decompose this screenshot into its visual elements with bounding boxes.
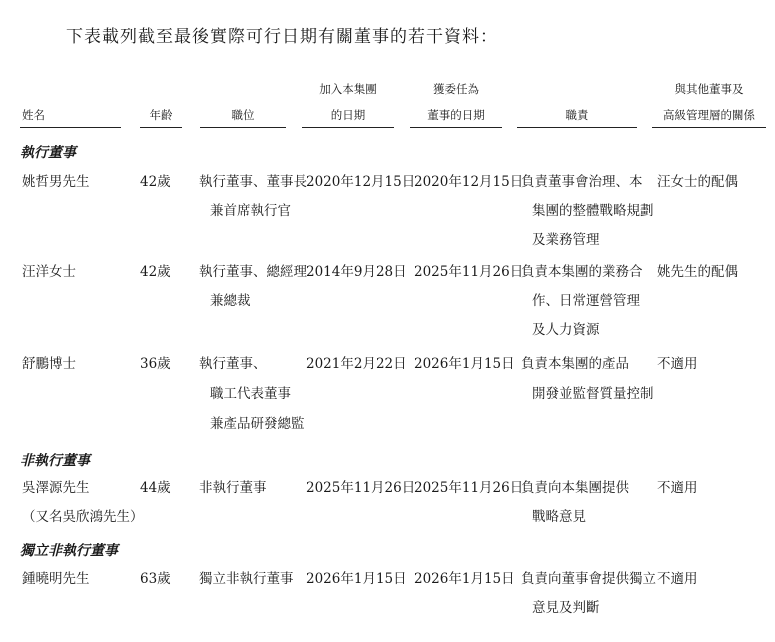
cell-appoint-date: 2025年11月26日 [414, 264, 524, 280]
header-rule-age [140, 127, 182, 128]
cell-name: 姚哲男先生 [22, 174, 90, 190]
cell-appoint-date: 2026年1月15日 [414, 356, 515, 372]
cell-duties: 負責向本集團提供 [521, 480, 629, 496]
cell-appoint-date: 2025年11月26日 [414, 480, 524, 496]
cell-name: 舒鵬博士 [22, 356, 76, 372]
cell-join-date: 2014年9月28日 [306, 264, 407, 280]
section-executive-directors: 執行董事 [20, 145, 76, 161]
header-age: 年齡 [149, 108, 173, 122]
cell-position: 職工代表董事 [210, 386, 291, 402]
cell-age: 42歲 [140, 264, 171, 280]
header-join-date-line2: 的日期 [330, 108, 366, 122]
cell-appoint-date: 2020年12月15日 [414, 174, 524, 190]
cell-relationship: 不適用 [657, 571, 698, 587]
cell-duties: 戰略意見 [532, 509, 586, 525]
cell-join-date: 2021年2月22日 [306, 356, 407, 372]
cell-relationship: 汪女士的配偶 [657, 174, 738, 190]
header-join-date-line1: 加入本集團 [319, 82, 377, 96]
cell-join-date: 2020年12月15日 [306, 174, 416, 190]
cell-duties: 及業務管理 [532, 232, 600, 248]
cell-join-date: 2025年11月26日 [306, 480, 416, 496]
cell-position: 執行董事、 [199, 356, 267, 372]
cell-position: 非執行董事 [199, 480, 267, 496]
intro-text: 下表載列截至最後實際可行日期有關董事的若干資料： [66, 27, 498, 47]
cell-relationship: 不適用 [657, 356, 698, 372]
header-name: 姓名 [22, 108, 45, 122]
cell-duties: 負責向董事會提供獨立 [521, 571, 656, 587]
header-relationship-line2: 高級管理層的關係 [663, 108, 755, 122]
section-non-executive-directors: 非執行董事 [20, 453, 90, 469]
cell-position: 執行董事、總經理 [199, 264, 307, 280]
cell-age: 44歲 [140, 480, 171, 496]
header-rule-join-date [302, 127, 394, 128]
header-appoint-date-line1: 獲委任為 [433, 82, 479, 96]
cell-age: 36歲 [140, 356, 171, 372]
header-appoint-date-line2: 董事的日期 [427, 108, 485, 122]
header-rule-duties [517, 127, 637, 128]
cell-name: 吳澤源先生 [22, 480, 90, 496]
cell-relationship: 姚先生的配偶 [657, 264, 738, 280]
header-rule-position [200, 127, 286, 128]
header-position: 職位 [231, 108, 255, 122]
cell-duties: 意見及判斷 [532, 600, 600, 616]
cell-duties: 作、日常運營管理 [532, 293, 640, 309]
cell-appoint-date: 2026年1月15日 [414, 571, 515, 587]
header-rule-name [20, 127, 121, 128]
cell-duties: 開發並監督質量控制 [532, 386, 654, 402]
cell-duties: 負責本集團的業務合 [521, 264, 643, 280]
cell-position: 兼產品研發總監 [210, 416, 305, 432]
header-relationship-line1: 與其他董事及 [674, 82, 744, 96]
cell-age: 42歲 [140, 174, 171, 190]
header-rule-relationship [652, 127, 766, 128]
cell-duties: 負責董事會治理、本 [521, 174, 643, 190]
cell-duties: 及人力資源 [532, 322, 600, 338]
cell-name: 鍾曉明先生 [22, 571, 90, 587]
cell-age: 63歲 [140, 571, 171, 587]
cell-position: 獨立非執行董事 [199, 571, 294, 587]
cell-duties: 負責本集團的產品 [521, 356, 629, 372]
cell-position: 兼首席執行官 [210, 203, 291, 219]
cell-duties: 集團的整體戰略規劃 [532, 203, 654, 219]
cell-name-alias: （又名吳欣鴻先生） [22, 509, 144, 525]
section-independent-directors: 獨立非執行董事 [20, 543, 118, 559]
cell-position: 兼總裁 [210, 293, 251, 309]
cell-relationship: 不適用 [657, 480, 698, 496]
header-rule-appoint-date [410, 127, 502, 128]
cell-join-date: 2026年1月15日 [306, 571, 407, 587]
header-duties: 職責 [565, 108, 589, 122]
cell-name: 汪洋女士 [22, 264, 76, 280]
cell-position: 執行董事、董事長 [199, 174, 307, 190]
